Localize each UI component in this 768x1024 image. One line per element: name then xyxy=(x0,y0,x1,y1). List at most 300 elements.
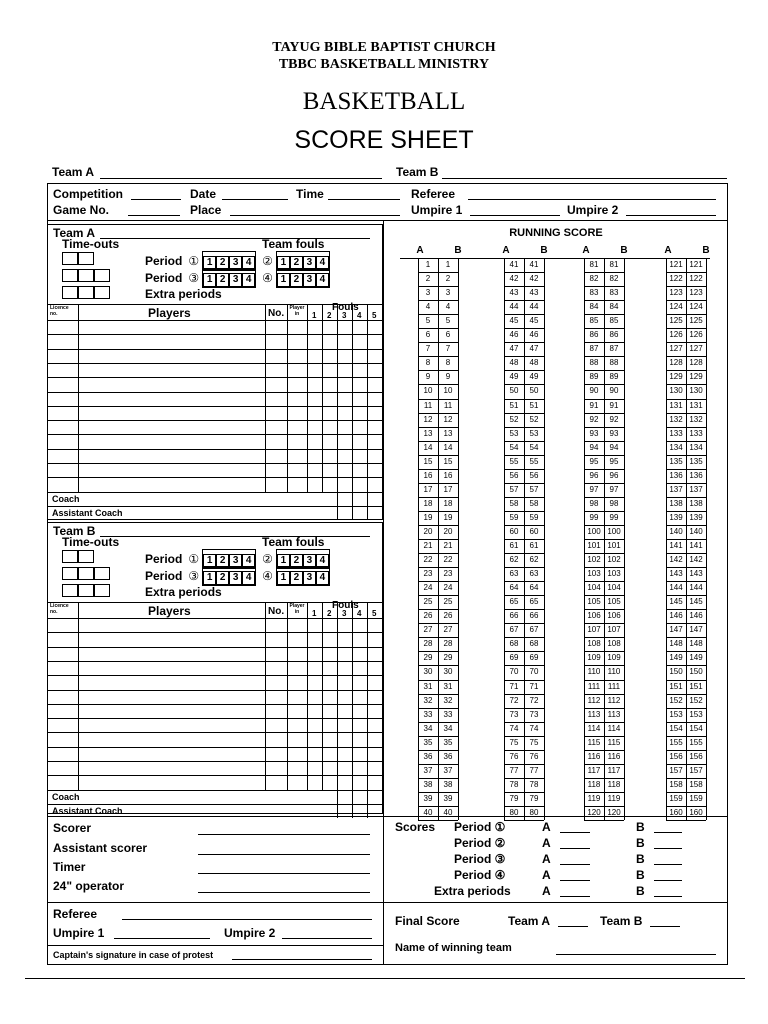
running-score-b[interactable]: 92 xyxy=(609,414,619,424)
running-score-a[interactable]: 66 xyxy=(509,611,519,621)
running-score-b[interactable]: 119 xyxy=(607,793,621,803)
foul-box[interactable]: 1 xyxy=(277,256,290,270)
running-score-b[interactable]: 9 xyxy=(445,372,451,382)
running-score-a[interactable]: 7 xyxy=(425,344,431,354)
foul-box[interactable]: 1 xyxy=(277,571,290,585)
running-score-a[interactable]: 67 xyxy=(509,625,519,635)
running-score-a[interactable]: 88 xyxy=(589,358,599,368)
player-name-cell[interactable] xyxy=(79,478,264,490)
running-score-a[interactable]: 59 xyxy=(509,512,519,522)
foul-box[interactable]: 2 xyxy=(290,554,303,568)
running-score-b[interactable]: 88 xyxy=(609,358,619,368)
running-score-b[interactable]: 38 xyxy=(443,779,453,789)
running-score-a[interactable]: 110 xyxy=(587,667,601,677)
running-score-b[interactable]: 6 xyxy=(445,330,451,340)
running-score-a[interactable]: 49 xyxy=(509,372,519,382)
running-score-a[interactable]: 45 xyxy=(509,316,519,326)
running-score-b[interactable]: 60 xyxy=(529,526,539,536)
running-score-a[interactable]: 145 xyxy=(669,597,683,607)
running-score-b[interactable]: 125 xyxy=(689,316,703,326)
running-score-a[interactable]: 154 xyxy=(669,723,683,733)
running-score-a[interactable]: 128 xyxy=(669,358,683,368)
foul-box[interactable]: 4 xyxy=(242,256,255,270)
running-score-a[interactable]: 143 xyxy=(669,569,683,579)
running-score-b[interactable]: 98 xyxy=(609,498,619,508)
timeout-box[interactable] xyxy=(78,584,94,597)
running-score-b[interactable]: 40 xyxy=(443,807,453,817)
foul-box[interactable]: 1 xyxy=(277,554,290,568)
running-score-a[interactable]: 37 xyxy=(423,765,433,775)
running-score-a[interactable]: 122 xyxy=(669,274,683,284)
running-score-b[interactable]: 15 xyxy=(443,456,453,466)
foul-box[interactable]: 2 xyxy=(290,273,303,287)
running-score-a[interactable]: 141 xyxy=(669,541,683,550)
umpire2-bottom-field[interactable] xyxy=(282,938,372,939)
team-name-field[interactable] xyxy=(100,536,370,537)
running-score-b[interactable]: 143 xyxy=(689,569,703,579)
running-score-a[interactable]: 56 xyxy=(509,470,519,480)
timeout-box[interactable] xyxy=(78,286,94,299)
foul-box[interactable]: 2 xyxy=(216,256,229,270)
winning-team-field[interactable] xyxy=(556,954,716,955)
running-score-b[interactable]: 132 xyxy=(689,414,703,424)
running-score-b[interactable]: 37 xyxy=(443,765,453,775)
running-score-b[interactable]: 47 xyxy=(529,344,539,354)
running-score-b[interactable]: 54 xyxy=(529,442,539,452)
running-score-b[interactable]: 83 xyxy=(609,288,619,298)
running-score-a[interactable]: 155 xyxy=(669,737,683,747)
running-score-b[interactable]: 24 xyxy=(443,583,453,593)
player-name-cell[interactable] xyxy=(79,733,264,745)
operator-field[interactable] xyxy=(198,892,370,893)
running-score-b[interactable]: 128 xyxy=(689,358,703,368)
running-score-a[interactable]: 83 xyxy=(589,288,599,298)
running-score-b[interactable]: 72 xyxy=(529,695,539,705)
running-score-b[interactable]: 158 xyxy=(689,779,703,789)
running-score-b[interactable]: 100 xyxy=(607,526,621,536)
running-score-b[interactable]: 118 xyxy=(607,779,621,789)
running-score-b[interactable]: 29 xyxy=(443,653,453,663)
scores-b-field[interactable] xyxy=(654,896,682,897)
running-score-b[interactable]: 82 xyxy=(609,274,619,284)
running-score-a[interactable]: 82 xyxy=(589,274,599,284)
running-score-a[interactable]: 78 xyxy=(509,779,519,789)
running-score-b[interactable]: 96 xyxy=(609,470,619,480)
running-score-a[interactable]: 104 xyxy=(587,583,601,593)
running-score-b[interactable]: 106 xyxy=(607,611,621,621)
running-score-a[interactable]: 139 xyxy=(669,512,683,522)
running-score-b[interactable]: 43 xyxy=(529,288,539,298)
running-score-b[interactable]: 74 xyxy=(529,723,539,733)
player-name-cell[interactable] xyxy=(79,321,264,333)
running-score-a[interactable]: 101 xyxy=(587,541,601,550)
running-score-b[interactable]: 7 xyxy=(445,344,451,354)
running-score-a[interactable]: 85 xyxy=(589,316,599,326)
running-score-a[interactable]: 140 xyxy=(669,526,683,536)
scorer-field[interactable] xyxy=(198,834,370,835)
running-score-a[interactable]: 74 xyxy=(509,723,519,733)
foul-box[interactable]: 2 xyxy=(216,273,229,287)
running-score-a[interactable]: 23 xyxy=(423,569,433,579)
running-score-b[interactable]: 23 xyxy=(443,569,453,579)
running-score-b[interactable]: 33 xyxy=(443,709,453,719)
running-score-b[interactable]: 68 xyxy=(529,639,539,649)
running-score-b[interactable]: 64 xyxy=(529,583,539,593)
running-score-a[interactable]: 29 xyxy=(423,653,433,663)
running-score-a[interactable]: 80 xyxy=(509,807,519,817)
running-score-b[interactable]: 52 xyxy=(529,414,539,424)
running-score-a[interactable]: 108 xyxy=(587,639,601,649)
running-score-a[interactable]: 36 xyxy=(423,751,433,761)
umpire2-field[interactable] xyxy=(626,215,716,216)
scores-a-field[interactable] xyxy=(560,880,590,881)
running-score-a[interactable]: 130 xyxy=(669,386,683,396)
running-score-b[interactable]: 49 xyxy=(529,372,539,382)
running-score-a[interactable]: 46 xyxy=(509,330,519,340)
team-a-field[interactable] xyxy=(100,178,382,179)
timeout-box[interactable] xyxy=(62,550,78,563)
running-score-a[interactable]: 126 xyxy=(669,330,683,340)
foul-box[interactable]: 2 xyxy=(216,571,229,585)
running-score-a[interactable]: 138 xyxy=(669,498,683,508)
running-score-b[interactable]: 138 xyxy=(689,498,703,508)
running-score-a[interactable]: 54 xyxy=(509,442,519,452)
running-score-a[interactable]: 157 xyxy=(669,765,683,775)
running-score-a[interactable]: 77 xyxy=(509,765,519,775)
player-name-cell[interactable] xyxy=(79,691,264,703)
running-score-b[interactable]: 131 xyxy=(689,400,703,410)
place-field[interactable] xyxy=(230,215,400,216)
running-score-b[interactable]: 101 xyxy=(607,541,621,550)
running-score-a[interactable]: 119 xyxy=(587,793,601,803)
running-score-a[interactable]: 107 xyxy=(587,625,601,635)
player-name-cell[interactable] xyxy=(79,364,264,376)
running-score-a[interactable]: 43 xyxy=(509,288,519,298)
running-score-b[interactable]: 59 xyxy=(529,512,539,522)
running-score-a[interactable]: 112 xyxy=(587,695,601,705)
foul-box[interactable]: 3 xyxy=(229,256,242,270)
running-score-b[interactable]: 87 xyxy=(609,344,619,354)
running-score-a[interactable]: 63 xyxy=(509,569,519,579)
player-name-cell[interactable] xyxy=(79,748,264,760)
running-score-a[interactable]: 60 xyxy=(509,526,519,536)
running-score-a[interactable]: 147 xyxy=(669,625,683,635)
foul-box[interactable]: 2 xyxy=(290,256,303,270)
running-score-b[interactable]: 159 xyxy=(689,793,703,803)
running-score-a[interactable]: 34 xyxy=(423,723,433,733)
running-score-a[interactable]: 76 xyxy=(509,751,519,761)
running-score-a[interactable]: 35 xyxy=(423,737,433,747)
running-score-a[interactable]: 24 xyxy=(423,583,433,593)
foul-box[interactable]: 4 xyxy=(316,554,329,568)
running-score-a[interactable]: 111 xyxy=(587,681,601,691)
running-score-a[interactable]: 61 xyxy=(509,541,519,550)
running-score-b[interactable]: 77 xyxy=(529,765,539,775)
running-score-a[interactable]: 117 xyxy=(587,765,601,775)
running-score-b[interactable]: 109 xyxy=(607,653,621,663)
running-score-a[interactable]: 98 xyxy=(589,498,599,508)
running-score-b[interactable]: 53 xyxy=(529,428,539,438)
running-score-b[interactable]: 16 xyxy=(443,470,453,480)
running-score-a[interactable]: 116 xyxy=(587,751,601,761)
running-score-a[interactable]: 11 xyxy=(423,400,433,410)
running-score-a[interactable]: 151 xyxy=(669,681,683,691)
running-score-a[interactable]: 6 xyxy=(425,330,431,340)
running-score-b[interactable]: 62 xyxy=(529,555,539,565)
running-score-a[interactable]: 16 xyxy=(423,470,433,480)
running-score-a[interactable]: 95 xyxy=(589,456,599,466)
running-score-a[interactable]: 115 xyxy=(587,737,601,747)
player-name-cell[interactable] xyxy=(79,619,264,631)
running-score-a[interactable]: 55 xyxy=(509,456,519,466)
running-score-b[interactable]: 86 xyxy=(609,330,619,340)
running-score-a[interactable]: 86 xyxy=(589,330,599,340)
running-score-b[interactable]: 127 xyxy=(689,344,703,354)
team-name-field[interactable] xyxy=(100,238,370,239)
running-score-b[interactable]: 61 xyxy=(529,541,539,550)
running-score-a[interactable]: 96 xyxy=(589,470,599,480)
running-score-b[interactable]: 32 xyxy=(443,695,453,705)
running-score-b[interactable]: 123 xyxy=(689,288,703,298)
player-name-cell[interactable] xyxy=(79,350,264,362)
running-score-b[interactable]: 140 xyxy=(689,526,703,536)
running-score-b[interactable]: 8 xyxy=(445,358,451,368)
scores-b-field[interactable] xyxy=(654,832,682,833)
running-score-b[interactable]: 121 xyxy=(689,260,703,269)
player-name-cell[interactable] xyxy=(79,776,264,788)
timeout-box[interactable] xyxy=(94,269,110,282)
running-score-b[interactable]: 144 xyxy=(689,583,703,593)
running-score-a[interactable]: 13 xyxy=(423,428,433,438)
running-score-b[interactable]: 11 xyxy=(443,400,453,410)
foul-box[interactable]: 3 xyxy=(303,571,316,585)
running-score-b[interactable]: 55 xyxy=(529,456,539,466)
running-score-b[interactable]: 120 xyxy=(607,807,621,817)
running-score-a[interactable]: 150 xyxy=(669,667,683,677)
player-name-cell[interactable] xyxy=(79,648,264,660)
running-score-b[interactable]: 134 xyxy=(689,442,703,452)
foul-box[interactable]: 2 xyxy=(216,554,229,568)
player-name-cell[interactable] xyxy=(79,407,264,419)
running-score-a[interactable]: 90 xyxy=(589,386,599,396)
running-score-a[interactable]: 129 xyxy=(669,372,683,382)
running-score-b[interactable]: 39 xyxy=(443,793,453,803)
foul-box[interactable]: 1 xyxy=(203,256,216,270)
running-score-a[interactable]: 5 xyxy=(425,316,431,326)
running-score-a[interactable]: 14 xyxy=(423,442,433,452)
timeout-box[interactable] xyxy=(62,286,78,299)
running-score-a[interactable]: 124 xyxy=(669,302,683,312)
foul-box[interactable]: 1 xyxy=(203,554,216,568)
running-score-a[interactable]: 73 xyxy=(509,709,519,719)
running-score-a[interactable]: 149 xyxy=(669,653,683,663)
player-name-cell[interactable] xyxy=(79,719,264,731)
running-score-b[interactable]: 80 xyxy=(529,807,539,817)
running-score-b[interactable]: 27 xyxy=(443,625,453,635)
running-score-b[interactable]: 85 xyxy=(609,316,619,326)
scores-a-field[interactable] xyxy=(560,864,590,865)
player-name-cell[interactable] xyxy=(79,464,264,476)
running-score-a[interactable]: 92 xyxy=(589,414,599,424)
foul-box[interactable]: 4 xyxy=(242,554,255,568)
timeout-box[interactable] xyxy=(62,269,78,282)
running-score-b[interactable]: 1 xyxy=(445,260,451,269)
running-score-b[interactable]: 90 xyxy=(609,386,619,396)
running-score-b[interactable]: 69 xyxy=(529,653,539,663)
running-score-a[interactable]: 15 xyxy=(423,456,433,466)
running-score-b[interactable]: 149 xyxy=(689,653,703,663)
competition-field[interactable] xyxy=(131,199,181,200)
running-score-b[interactable]: 65 xyxy=(529,597,539,607)
running-score-a[interactable]: 159 xyxy=(669,793,683,803)
running-score-b[interactable]: 150 xyxy=(689,667,703,677)
running-score-a[interactable]: 153 xyxy=(669,709,683,719)
assistant-scorer-field[interactable] xyxy=(198,854,370,855)
running-score-b[interactable]: 129 xyxy=(689,372,703,382)
running-score-b[interactable]: 26 xyxy=(443,611,453,621)
running-score-a[interactable]: 21 xyxy=(423,541,433,550)
running-score-a[interactable]: 75 xyxy=(509,737,519,747)
running-score-b[interactable]: 112 xyxy=(607,695,621,705)
running-score-b[interactable]: 4 xyxy=(445,302,451,312)
running-score-b[interactable]: 44 xyxy=(529,302,539,312)
running-score-b[interactable]: 156 xyxy=(689,751,703,761)
running-score-b[interactable]: 102 xyxy=(607,555,621,565)
running-score-b[interactable]: 70 xyxy=(529,667,539,677)
running-score-b[interactable]: 122 xyxy=(689,274,703,284)
date-field[interactable] xyxy=(222,199,288,200)
running-score-a[interactable]: 40 xyxy=(423,807,433,817)
running-score-b[interactable]: 154 xyxy=(689,723,703,733)
running-score-a[interactable]: 156 xyxy=(669,751,683,761)
running-score-a[interactable]: 113 xyxy=(587,709,601,719)
running-score-a[interactable]: 71 xyxy=(509,681,519,691)
running-score-b[interactable]: 66 xyxy=(529,611,539,621)
running-score-b[interactable]: 10 xyxy=(443,386,453,396)
running-score-a[interactable]: 105 xyxy=(587,597,601,607)
player-name-cell[interactable] xyxy=(79,335,264,347)
running-score-a[interactable]: 118 xyxy=(587,779,601,789)
running-score-b[interactable]: 75 xyxy=(529,737,539,747)
running-score-b[interactable]: 28 xyxy=(443,639,453,649)
timeout-box[interactable] xyxy=(94,286,110,299)
running-score-a[interactable]: 142 xyxy=(669,555,683,565)
running-score-a[interactable]: 57 xyxy=(509,484,519,494)
running-score-b[interactable]: 95 xyxy=(609,456,619,466)
running-score-a[interactable]: 131 xyxy=(669,400,683,410)
running-score-b[interactable]: 35 xyxy=(443,737,453,747)
running-score-b[interactable]: 51 xyxy=(529,400,539,410)
scores-a-field[interactable] xyxy=(560,848,590,849)
running-score-a[interactable]: 26 xyxy=(423,611,433,621)
running-score-b[interactable]: 110 xyxy=(607,667,621,677)
running-score-a[interactable]: 87 xyxy=(589,344,599,354)
foul-box[interactable]: 3 xyxy=(303,256,316,270)
running-score-b[interactable]: 157 xyxy=(689,765,703,775)
running-score-b[interactable]: 152 xyxy=(689,695,703,705)
running-score-b[interactable]: 113 xyxy=(607,709,621,719)
running-score-a[interactable]: 39 xyxy=(423,793,433,803)
running-score-a[interactable]: 136 xyxy=(669,470,683,480)
running-score-a[interactable]: 70 xyxy=(509,667,519,677)
running-score-b[interactable]: 146 xyxy=(689,611,703,621)
running-score-a[interactable]: 25 xyxy=(423,597,433,607)
foul-box[interactable]: 4 xyxy=(316,571,329,585)
referee-field[interactable] xyxy=(468,199,716,200)
running-score-a[interactable]: 28 xyxy=(423,639,433,649)
running-score-b[interactable]: 111 xyxy=(607,681,621,691)
foul-box[interactable]: 1 xyxy=(203,273,216,287)
running-score-b[interactable]: 137 xyxy=(689,484,703,494)
running-score-a[interactable]: 10 xyxy=(423,386,433,396)
running-score-a[interactable]: 62 xyxy=(509,555,519,565)
running-score-b[interactable]: 142 xyxy=(689,555,703,565)
running-score-b[interactable]: 145 xyxy=(689,597,703,607)
running-score-a[interactable]: 12 xyxy=(423,414,433,424)
running-score-a[interactable]: 127 xyxy=(669,344,683,354)
scores-b-field[interactable] xyxy=(654,864,682,865)
running-score-a[interactable]: 144 xyxy=(669,583,683,593)
running-score-a[interactable]: 42 xyxy=(509,274,519,284)
running-score-a[interactable]: 4 xyxy=(425,302,431,312)
player-name-cell[interactable] xyxy=(79,393,264,405)
running-score-b[interactable]: 13 xyxy=(443,428,453,438)
foul-box[interactable]: 3 xyxy=(229,273,242,287)
referee-bottom-field[interactable] xyxy=(122,919,372,920)
running-score-a[interactable]: 100 xyxy=(587,526,601,536)
running-score-b[interactable]: 76 xyxy=(529,751,539,761)
running-score-a[interactable]: 137 xyxy=(669,484,683,494)
timeout-box[interactable] xyxy=(78,567,94,580)
timer-field[interactable] xyxy=(198,873,370,874)
running-score-b[interactable]: 31 xyxy=(443,681,453,691)
running-score-a[interactable]: 123 xyxy=(669,288,683,298)
running-score-a[interactable]: 9 xyxy=(425,372,431,382)
running-score-b[interactable]: 63 xyxy=(529,569,539,579)
running-score-a[interactable]: 84 xyxy=(589,302,599,312)
running-score-a[interactable]: 148 xyxy=(669,639,683,649)
running-score-a[interactable]: 89 xyxy=(589,372,599,382)
running-score-a[interactable]: 31 xyxy=(423,681,433,691)
running-score-b[interactable]: 147 xyxy=(689,625,703,635)
running-score-b[interactable]: 2 xyxy=(445,274,451,284)
running-score-a[interactable]: 41 xyxy=(509,260,519,269)
running-score-a[interactable]: 135 xyxy=(669,456,683,466)
running-score-b[interactable]: 42 xyxy=(529,274,539,284)
foul-box[interactable]: 2 xyxy=(290,571,303,585)
running-score-a[interactable]: 2 xyxy=(425,274,431,284)
running-score-a[interactable]: 125 xyxy=(669,316,683,326)
running-score-b[interactable]: 41 xyxy=(529,260,539,269)
timeout-box[interactable] xyxy=(62,584,78,597)
running-score-a[interactable]: 133 xyxy=(669,428,683,438)
foul-box[interactable]: 4 xyxy=(242,571,255,585)
running-score-a[interactable]: 121 xyxy=(669,260,683,269)
foul-box[interactable]: 3 xyxy=(229,571,242,585)
running-score-a[interactable]: 114 xyxy=(587,723,601,733)
running-score-a[interactable]: 158 xyxy=(669,779,683,789)
foul-box[interactable]: 4 xyxy=(316,273,329,287)
final-team-a-field[interactable] xyxy=(558,926,588,927)
running-score-b[interactable]: 114 xyxy=(607,723,621,733)
running-score-b[interactable]: 124 xyxy=(689,302,703,312)
running-score-a[interactable]: 65 xyxy=(509,597,519,607)
running-score-b[interactable]: 107 xyxy=(607,625,621,635)
running-score-b[interactable]: 79 xyxy=(529,793,539,803)
running-score-b[interactable]: 73 xyxy=(529,709,539,719)
running-score-a[interactable]: 94 xyxy=(589,442,599,452)
foul-box[interactable]: 3 xyxy=(229,554,242,568)
